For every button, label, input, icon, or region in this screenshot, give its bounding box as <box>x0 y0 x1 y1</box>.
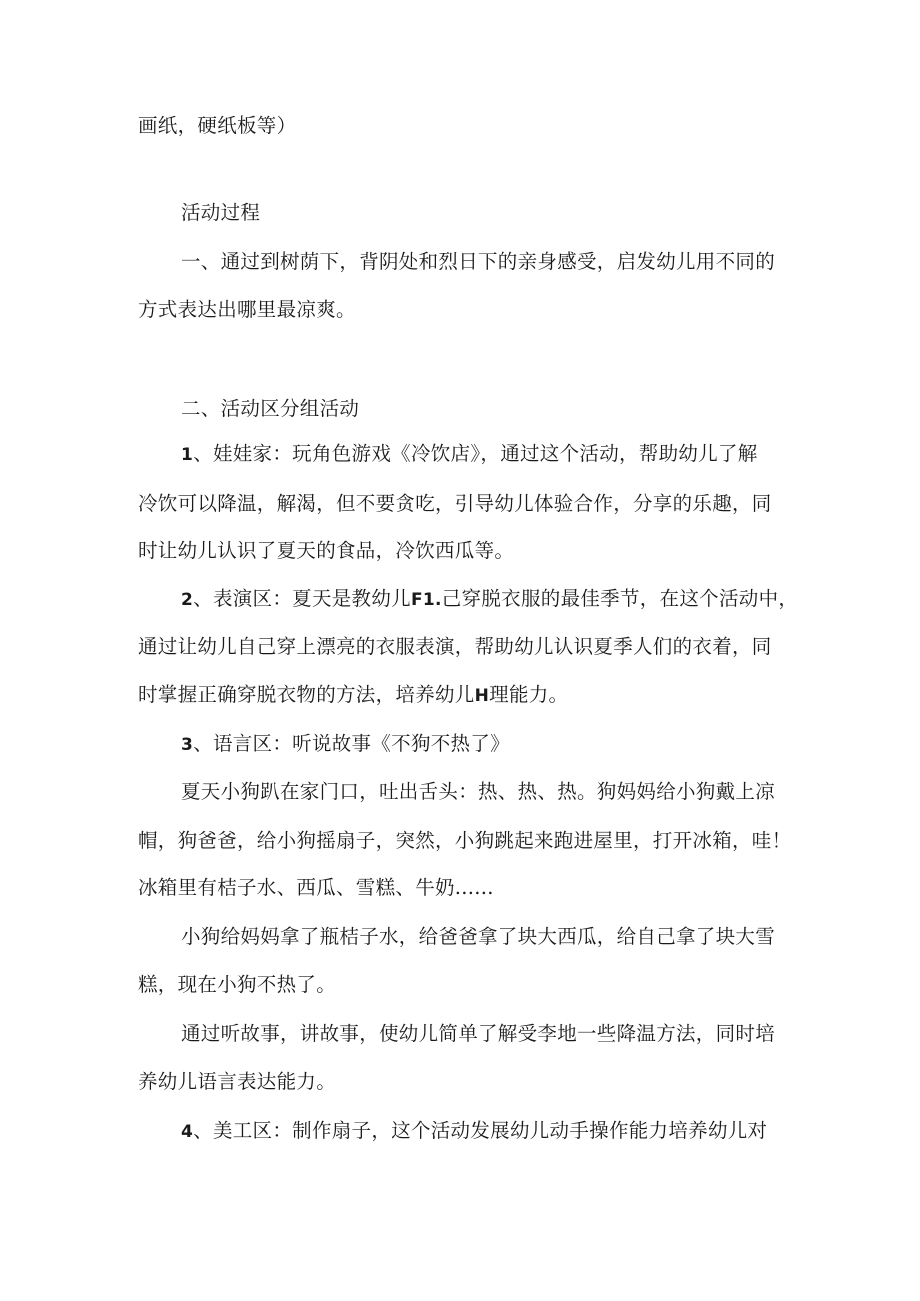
text-span: F1. <box>410 590 442 610</box>
item-number: 2 <box>181 590 194 610</box>
text-line <box>181 731 510 758</box>
text-line: 小狗给妈妈拿了瓶桔子水，给爸爸拿了块大西瓜，给自己拿了块大雪 <box>181 925 776 948</box>
text-line: 方式表达出哪里最凉爽。 <box>138 298 356 321</box>
item-number: 3 <box>181 735 194 755</box>
text-line: 时让幼儿认识了夏天的食品，冷饮西瓜等。 <box>138 539 515 562</box>
text-span: H <box>474 686 490 706</box>
text-span: 时掌握正确穿脱衣物的方法，培养幼儿 <box>138 683 475 706</box>
text-span: 理能力。 <box>489 683 569 706</box>
text-line: 冷饮可以降温，解渴，但不要贪吃，引导幼儿体验合作，分享的乐趣，同 <box>138 492 772 515</box>
text-line: 通过听故事，讲故事，使幼儿简单了解受李地一些降温方法，同时培 <box>181 1022 776 1045</box>
text-span: 己穿脱衣服的最佳季节，在这个活动中， <box>441 587 799 610</box>
text-line: 通过让幼儿自己穿上漂亮的衣服表演，帮助幼儿认识夏季人们的衣着，同 <box>138 635 772 658</box>
text-line: 养幼儿语言表达能力。 <box>138 1070 337 1093</box>
text-line: 夏天小狗趴在家门口，吐出舌头：热、热、热。狗妈妈给小狗戴上凉 <box>181 780 776 803</box>
text-line <box>181 586 798 613</box>
text-line: 帽，狗爸爸，给小狗摇扇子，突然，小狗跳起来跑进屋里，打开冰箱，哇！ <box>138 829 792 852</box>
text-span: 、娃娃家：玩角色游戏《冷饮店》，通过这个活动，帮助幼儿了解 <box>193 442 758 465</box>
text-span: 、表演区：夏天是教幼儿 <box>193 587 411 610</box>
item-number: 1 <box>181 445 194 465</box>
text-line <box>181 1118 767 1145</box>
text-line: 画纸，硬纸板等） <box>138 114 297 137</box>
text-line <box>138 682 568 709</box>
text-line: 糕，现在小狗不热了。 <box>138 973 337 996</box>
text-span: 、语言区：听说故事《不狗不热了》 <box>193 732 510 755</box>
text-line: 一、通过到树荫下，背阴处和烈日下的亲身感受，启发幼儿用不同的 <box>181 250 776 273</box>
text-line: 冰箱里有桔子水、西瓜、雪糕、牛奶...... <box>138 876 494 899</box>
item-number: 4 <box>181 1122 194 1142</box>
text-span: 、美工区：制作扇子，这个活动发展幼儿动手操作能力培养幼儿对 <box>193 1119 768 1142</box>
section-heading: 二、活动区分组活动 <box>181 397 360 420</box>
text-line <box>181 441 758 468</box>
section-heading: 活动过程 <box>181 201 261 224</box>
